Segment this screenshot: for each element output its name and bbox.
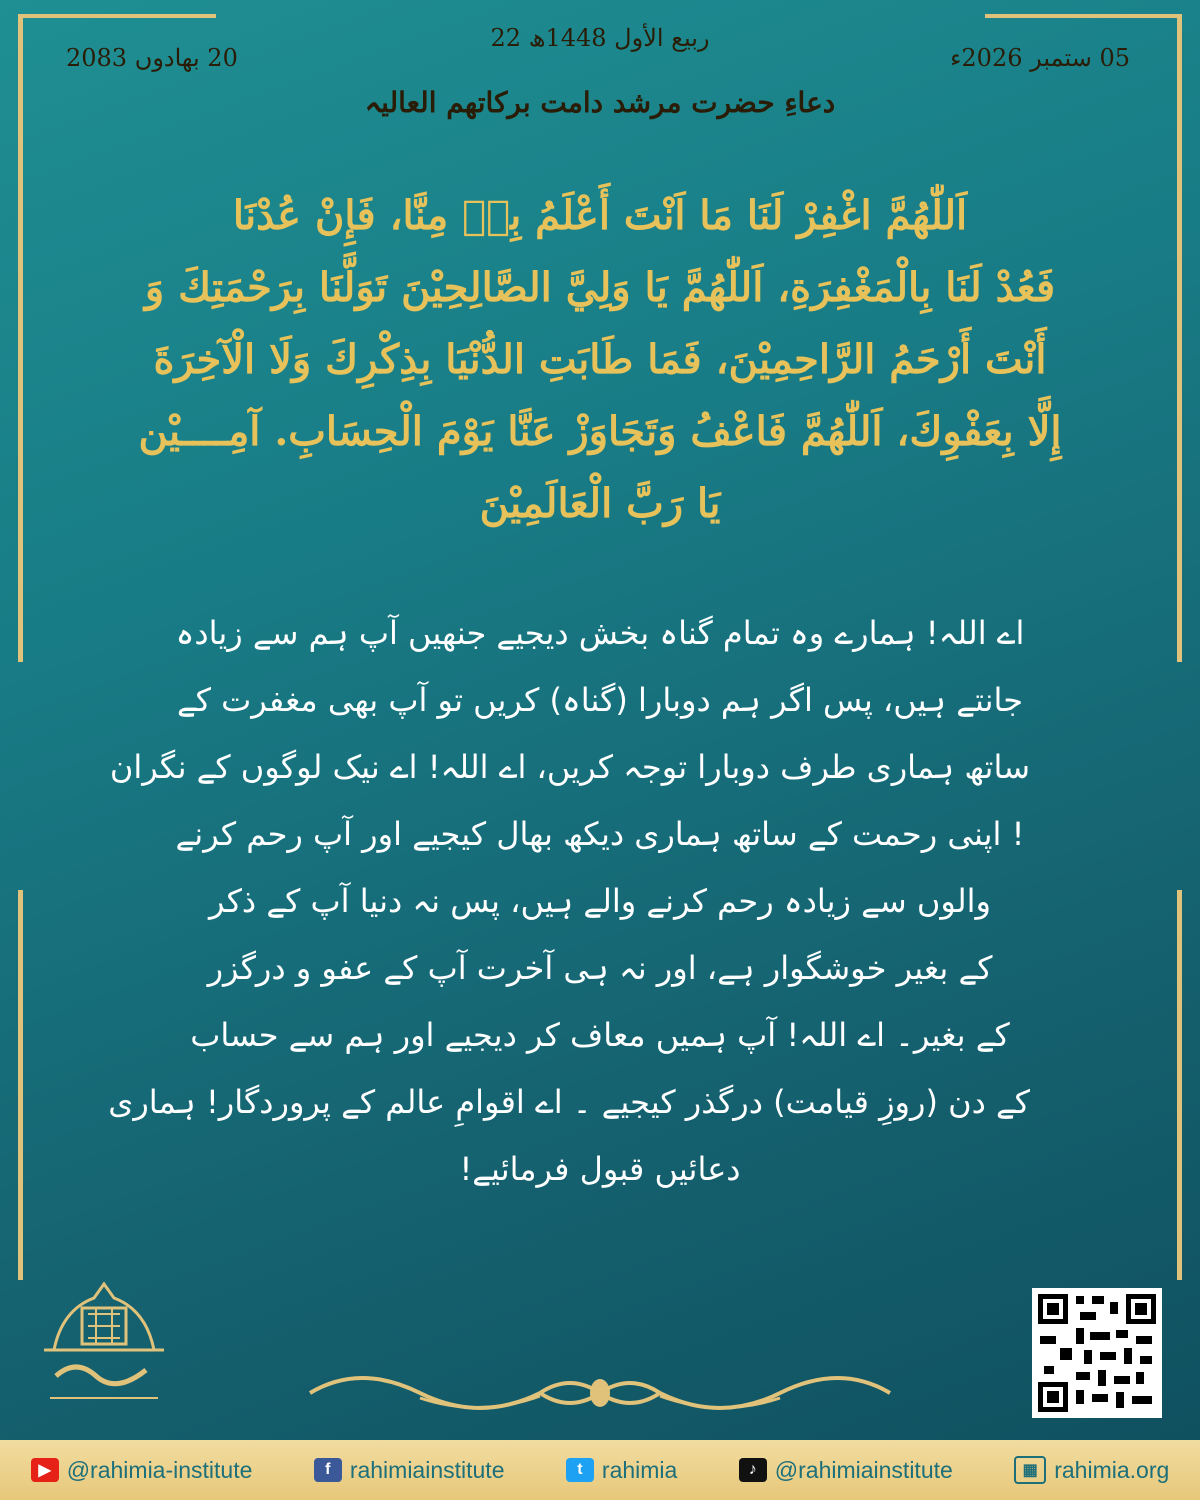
frame-top-left <box>20 14 216 18</box>
urdu-line: کے بغیر۔ اے اللہ! آپ ہمیں معاف کر دیجیے اور ہم سے حساب <box>190 1016 1010 1054</box>
urdu-line: کے دن (روزِ قیامت) درگذر کیجیے ۔ اے اقوامِ عالم کے پروردگار! ہماری <box>108 1083 1030 1121</box>
social-footer <box>0 1440 1200 1500</box>
urdu-line: ! اپنی رحمت کے ساتھ ہماری دیکھ بھال کیجیے اور آپ رحم کرنے <box>175 815 1025 853</box>
date-gregorian: 05 ستمبر 2026ء <box>950 44 1130 72</box>
urdu-line: کے بغیر خوشگوار ہے، اور نہ ہی آخرت آپ کے عفو و درگزر <box>207 949 993 987</box>
facebook-link[interactable] <box>314 1457 505 1484</box>
frame-right-lower <box>1177 890 1182 1280</box>
qr-web-icon: ▦ <box>1014 1456 1046 1484</box>
arabic-line: يَا رَبَّ الْعَالَمِيْنَ <box>479 480 721 527</box>
dua-arabic <box>110 180 1090 540</box>
tiktok-link[interactable] <box>739 1457 953 1484</box>
facebook-icon: f <box>314 1458 342 1482</box>
website-label: rahimia.org <box>1054 1456 1170 1483</box>
arabic-line: إِلَّا بِعَفْوِكَ، اَللّٰهُمَّ فَاعْفُ وَتَجَاوَزْ عَنَّا يَوْمَ الْحِسَابِ. آمِــــيْن <box>138 408 1062 455</box>
youtube-icon: ▶ <box>31 1458 59 1482</box>
qr-code[interactable] <box>1032 1288 1162 1418</box>
arabic-line: فَعُدْ لَنَا بِالْمَغْفِرَةِ، اَللّٰهُمَّ يَا وَلِيَّ الصَّالِحِيْنَ تَوَلَّنَا بِرَحْمَتِكَ وَ <box>144 264 1056 311</box>
urdu-line: ساتھ ہماری طرف دوبارا توجہ کریں، اے اللہ! اے نیک لوگوں کے نگران <box>109 748 1030 786</box>
arabic-line: اَللّٰهُمَّ اغْفِرْ لَنَا مَا اَنْتَ أَعْلَمُ بِهٖ مِنَّا، فَإِنْ عُدْنَا <box>232 192 968 239</box>
frame-left-lower <box>18 890 23 1280</box>
frame-top-right <box>985 14 1181 18</box>
page-title: دعاءِ حضرت مرشد دامت برکاتھم العالیہ <box>364 86 836 119</box>
facebook-label: rahimiainstitute <box>349 1456 505 1483</box>
tiktok-label: @rahimiainstitute <box>774 1456 953 1483</box>
website-link[interactable] <box>1014 1456 1169 1484</box>
institute-logo <box>36 1280 172 1430</box>
youtube-label: @rahimia-institute <box>66 1456 253 1483</box>
urdu-line: جانتے ہیں، پس اگر ہم دوبارا (گناہ) کریں تو آپ بھی مغفرت کے <box>176 681 1024 719</box>
date-bikrami: 20 بھادوں 2083 <box>66 44 238 72</box>
arabic-line: أَنْتَ أَرْحَمُ الرَّاحِمِيْنَ، فَمَا طَابَتِ الدُّنْيَا بِذِكْرِكَ وَلَا الْآخِرَةَ <box>153 336 1047 383</box>
date-hijri: 22 ربیع الأول 1448ھ <box>490 24 710 52</box>
urdu-line: والوں سے زیادہ رحم کرنے والے ہیں، پس نہ دنیا آپ کے ذکر <box>209 882 991 920</box>
decorative-ornament <box>300 1368 900 1418</box>
urdu-translation <box>108 600 1030 1203</box>
urdu-line: دعائیں قبول فرمائیے! <box>459 1150 741 1188</box>
twitter-label: rahimia <box>601 1456 678 1483</box>
urdu-line: اے اللہ! ہمارے وہ تمام گناہ بخش دیجیے جنھیں آپ ہم سے زیادہ <box>175 614 1025 652</box>
twitter-link[interactable] <box>566 1457 677 1484</box>
tiktok-icon: ♪ <box>739 1458 767 1482</box>
youtube-link[interactable] <box>31 1457 253 1484</box>
twitter-icon: t <box>566 1458 594 1482</box>
